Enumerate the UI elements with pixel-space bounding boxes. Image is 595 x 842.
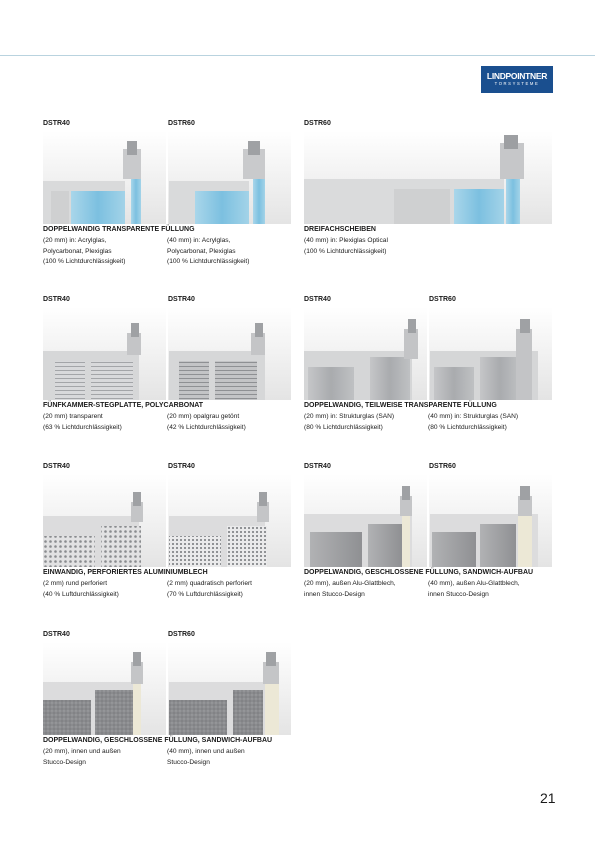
item-description: [167, 579, 291, 600]
desc-line: (40 % Luftdurchlässigkeit): [43, 590, 119, 598]
item-heading: DOPPELWANDIG, TEILWEISE TRANSPARENTE FÜLLUNG: [304, 402, 497, 409]
product-item-triple-glazing: [304, 120, 554, 280]
desc-line: (20 mm), innen und außen: [43, 748, 121, 755]
item-description: [428, 579, 552, 600]
desc-line: (42 % Lichtdurchlässigkeit): [167, 423, 246, 431]
item-description: [428, 412, 552, 433]
product-item-structured-glass: [304, 296, 554, 446]
desc-line: Polycarbonat, Plexiglas: [167, 247, 236, 255]
product-item-sandwich-smooth: [304, 463, 554, 613]
desc-line: (40 mm) in: Acrylglas,: [167, 237, 231, 244]
item-heading: FÜNFKAMMER-STEGPLATTE, POLYCARBONAT: [43, 402, 204, 409]
product-item-polycarbonate: [43, 296, 293, 446]
desc-line: (20 mm) in: Acrylglas,: [43, 237, 107, 244]
desc-line: (100 % Lichtdurchlässigkeit): [167, 258, 250, 265]
logo-wordmark: LINDPOINTNER: [486, 71, 548, 81]
item-heading: DREIFACHSCHEIBEN: [304, 226, 376, 233]
desc-line: (20 mm) opalgrau getönt: [167, 413, 240, 420]
item-description: [43, 579, 167, 600]
model-label: DSTR60: [168, 631, 195, 638]
desc-line: (20 mm) transparent: [43, 413, 103, 420]
model-label: DSTR60: [304, 120, 331, 127]
product-item-perforated: [43, 463, 293, 613]
desc-line: (2 mm) rund perforiert: [43, 580, 108, 587]
product-item-sandwich-stucco: [43, 631, 293, 781]
model-label: DSTR60: [429, 463, 456, 470]
desc-line: (2 mm) quadratisch perforiert: [167, 580, 253, 587]
item-description: [167, 747, 291, 768]
desc-line: innen Stucco-Design: [428, 590, 489, 598]
logo-tagline: TORSYSTEME: [494, 81, 540, 86]
item-description: [43, 412, 167, 433]
page-number: 21: [540, 790, 556, 806]
model-label: DSTR40: [304, 463, 331, 470]
desc-line: (70 % Luftdurchlässigkeit): [167, 590, 243, 598]
desc-line: (100 % Lichtdurchlässigkeit): [43, 258, 126, 265]
item-description: [167, 412, 291, 433]
item-description: [304, 412, 428, 433]
product-image: [304, 131, 552, 224]
product-item-transparent: [43, 120, 293, 280]
product-image: [43, 474, 291, 567]
desc-line: (20 mm), außen Alu-Glattblech,: [304, 580, 396, 587]
desc-line: (63 % Lichtdurchlässigkeit): [43, 423, 122, 431]
model-label: DSTR40: [43, 631, 70, 638]
product-image: [43, 131, 291, 224]
brand-logo: [481, 66, 553, 93]
item-description: [304, 579, 428, 600]
desc-line: (40 mm) in: Strukturglas (SAN): [428, 413, 519, 420]
model-label: DSTR40: [304, 296, 331, 303]
desc-line: (80 % Lichtdurchlässigkeit): [304, 423, 383, 431]
product-image: [43, 307, 291, 400]
model-label: DSTR40: [43, 120, 70, 127]
desc-line: Stucco-Design: [167, 758, 210, 766]
desc-line: (40 mm), außen Alu-Glattblech,: [428, 580, 520, 587]
desc-line: Polycarbonat, Plexiglas: [43, 247, 112, 255]
item-description: [167, 236, 291, 268]
product-image: [304, 307, 552, 400]
desc-line: Stucco-Design: [43, 758, 86, 766]
desc-line: innen Stucco-Design: [304, 590, 365, 598]
model-label: DSTR40: [43, 296, 70, 303]
desc-line: (40 mm), innen und außen: [167, 748, 245, 755]
desc-line: (100 % Lichtdurchlässigkeit): [304, 247, 387, 255]
item-description: [304, 236, 504, 257]
model-label: DSTR60: [168, 120, 195, 127]
item-heading: DOPPELWANDIG, GESCHLOSSENE FÜLLUNG, SANDWICH-AUFBAU: [43, 737, 273, 744]
header-rule: [0, 55, 595, 56]
model-label: DSTR40: [43, 463, 70, 470]
desc-line: (40 mm) in: Plexiglas Optical: [304, 237, 388, 244]
item-heading: DOPPELWANDIG TRANSPARENTE FÜLLUNG: [43, 226, 195, 233]
item-heading: DOPPELWANDIG, GESCHLOSSENE FÜLLUNG, SANDWICH-AUFBAU: [304, 569, 534, 576]
model-label: DSTR60: [429, 296, 456, 303]
product-image: [304, 474, 552, 567]
model-label: DSTR40: [168, 463, 195, 470]
item-description: [43, 236, 167, 268]
model-label: DSTR40: [168, 296, 195, 303]
desc-line: (80 % Lichtdurchlässigkeit): [428, 423, 507, 431]
desc-line: (20 mm) in: Strukturglas (SAN): [304, 413, 395, 420]
item-description: [43, 747, 167, 768]
product-image: [43, 642, 291, 735]
item-heading: EINWANDIG, PERFORIERTES ALUMINIUMBLECH: [43, 569, 208, 576]
